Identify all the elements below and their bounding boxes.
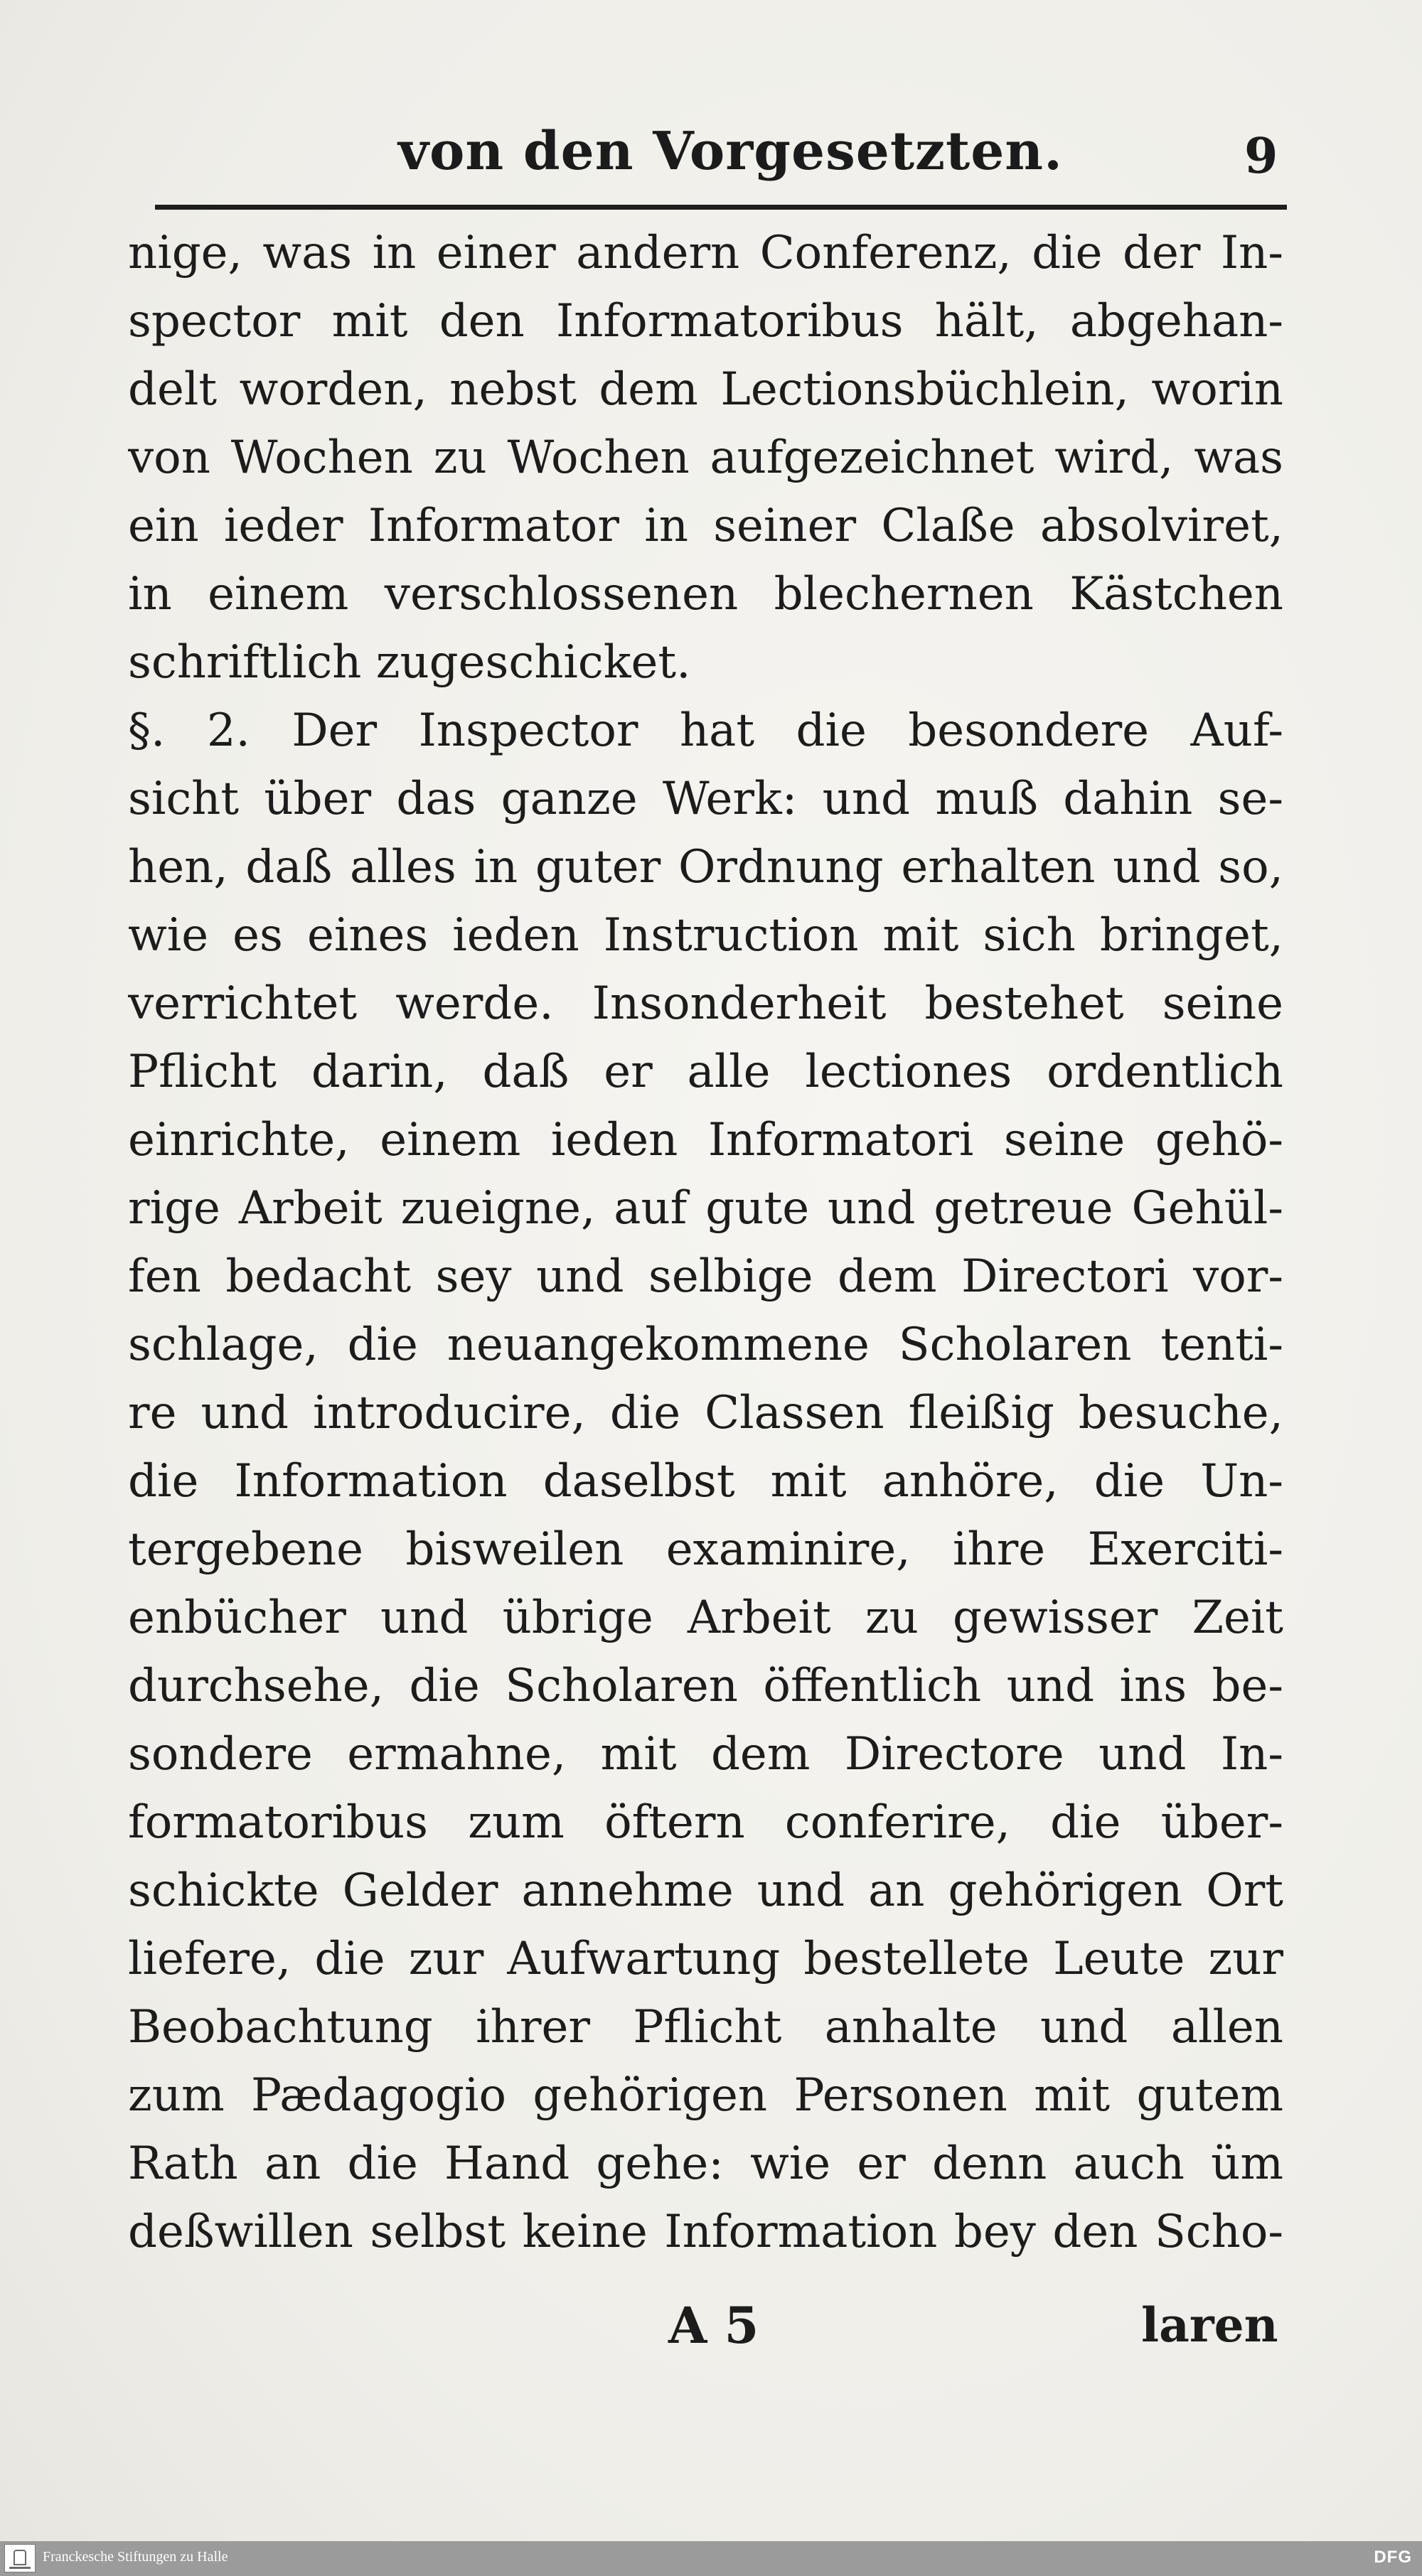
page-number: 9 xyxy=(1244,128,1278,185)
text-line: spector mit den Informatoribus hält, abgehan- xyxy=(128,295,1283,348)
text-line: einrichte, einem ieden Informatori seine gehö- xyxy=(128,1114,1283,1166)
text-line: Rath an die Hand gehe: wie er denn auch üm xyxy=(128,2137,1283,2190)
text-line: von Wochen zu Wochen aufgezeichnet wird, was xyxy=(128,431,1283,484)
text-line: tergebene bisweilen examinire, ihre Exerciti- xyxy=(128,1523,1283,1576)
text-line: schriftlich zugeschicket. xyxy=(128,636,691,689)
text-line: verrichtet werde. Insonderheit bestehet seine xyxy=(128,977,1283,1030)
text-line: in einem verschlossenen blechernen Kästchen xyxy=(128,568,1283,621)
text-line: delt worden, nebst dem Lectionsbüchlein, worin xyxy=(128,363,1283,416)
institution-label: Franckesche Stiftungen zu Halle xyxy=(43,2549,228,2565)
text-line: schickte Gelder annehme und an gehörigen Ort xyxy=(128,1864,1283,1917)
catchword: laren xyxy=(1141,2297,1278,2353)
text-line: rige Arbeit zueigne, auf gute und getreue Gehül- xyxy=(128,1182,1283,1235)
running-head: von den Vorgesetzten. xyxy=(398,121,1063,182)
signature-mark: A 5 xyxy=(668,2296,759,2355)
body-text xyxy=(128,219,1283,2266)
header-rule xyxy=(155,205,1287,210)
text-line: fen bedacht sey und selbige dem Directori vor- xyxy=(128,1250,1283,1303)
text-line: deßwillen selbst keine Information bey den Scho- xyxy=(128,2206,1283,2258)
text-line: sondere ermahne, mit dem Directore und In- xyxy=(128,1728,1283,1781)
dfg-logo: DFG xyxy=(1374,2548,1412,2567)
text-line: die Information daselbst mit anhöre, die Un- xyxy=(128,1455,1283,1508)
text-line: nige, was in einer andern Conferenz, die der In- xyxy=(128,227,1283,279)
text-line: formatoribus zum öftern conferire, die über- xyxy=(128,1796,1283,1849)
text-line: liefere, die zur Aufwartung bestellete Leute zur xyxy=(128,1933,1283,1985)
text-line: zum Pædagogio gehörigen Personen mit gutem xyxy=(128,2069,1283,2122)
text-line: wie es eines ieden Instruction mit sich bringet, xyxy=(128,909,1283,962)
text-line: ein ieder Informator in seiner Claße absolviret, xyxy=(128,500,1283,552)
text-line: §. 2. Der Inspector hat die besondere Auf- xyxy=(128,704,1283,757)
text-line: re und introducire, die Classen fleißig besuche, xyxy=(128,1387,1283,1439)
text-line: Beobachtung ihrer Pflicht anhalte und allen xyxy=(128,2001,1283,2054)
institution-logo-icon xyxy=(4,2544,36,2572)
text-line: durchsehe, die Scholaren öffentlich und ins be- xyxy=(128,1660,1283,1712)
text-line: sicht über das ganze Werk: und muß dahin se- xyxy=(128,773,1283,825)
text-line: schlage, die neuangekommene Scholaren tenti- xyxy=(128,1319,1283,1371)
text-line: Pflicht darin, daß er alle lectiones ordentlich xyxy=(128,1046,1283,1098)
text-line: hen, daß alles in guter Ordnung erhalten und so, xyxy=(128,841,1283,893)
footer-bar xyxy=(0,2541,1422,2576)
text-line: enbücher und übrige Arbeit zu gewisser Zeit xyxy=(128,1592,1283,1644)
